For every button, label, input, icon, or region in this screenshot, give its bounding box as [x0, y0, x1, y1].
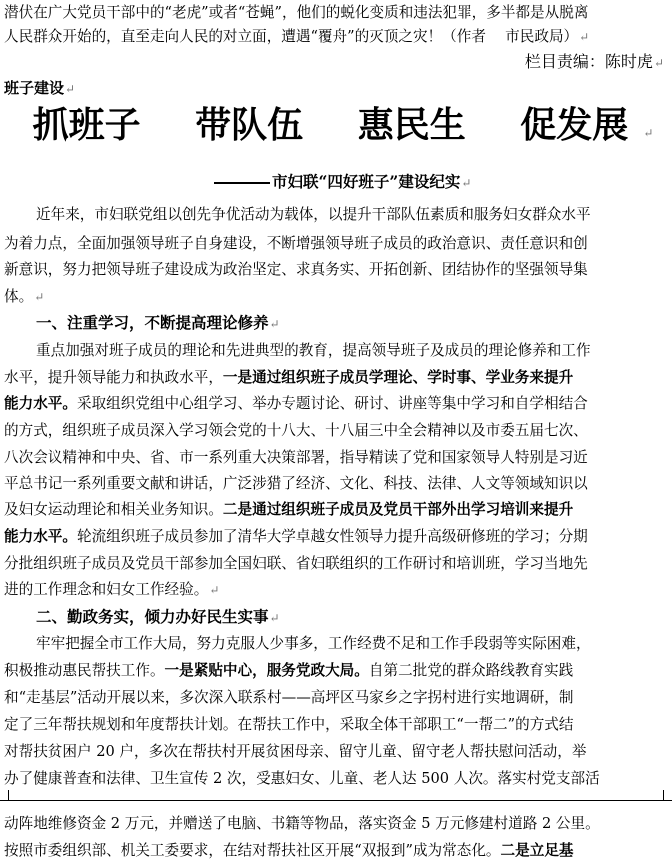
section-1-line: 水平，提升领导能力和执政水平，一是通过组织班子成员学理论、学时事、学业务来提升 — [4, 369, 574, 386]
column-editor: 栏目责编：陈时虎↵ — [524, 52, 664, 71]
section-2-line: 办了健康普查和法律、卫生宣传 2 次，受惠妇女、儿童、老人达 500 人次。落实村党支部活 — [4, 770, 600, 787]
section-2-line: 积极推动惠民帮扶工作。一是紧贴中心，服务党政大局。自第二批党的群众路线教育实践 — [4, 662, 574, 679]
section-2-line: 对帮扶贫困户 20 户，多次在帮扶村开展贫困母亲、留守儿童、留守老人帮扶慰问活动，举 — [4, 743, 587, 760]
section-2-line: 和“走基层”活动开展以来，多次深入联系村——高坪区马家乡之字拐村进行实地调研，制 — [4, 689, 574, 706]
page-corner-mark — [8, 790, 9, 800]
section-2-line: 按照市委组织部、机关工委要求，在结对帮扶社区开展“双报到”成为常态化。二是立足基 — [4, 842, 574, 859]
section-2-line: 牢牢把握全市工作大局，努力克服人少事多，工作经费不足和工作手段弱等实际困难， — [36, 635, 591, 652]
intro-line: 新意识，努力把领导班子建设成为政治坚定、求真务实、开拓创新、团结协作的坚强领导集 — [4, 261, 588, 278]
section-1-line: 进的工作理念和妇女工作经验。↵ — [4, 581, 220, 598]
section-1-line: 分批组织班子成员及党员干部参加全国妇联、省妇联组织的工作研讨和培训班，学习当地先 — [4, 555, 588, 572]
intro-line: 体。↵ — [4, 288, 45, 305]
section-1-line: 能力水平。采取组织党组中心组学习、举办专题讨论、研讨、讲座等集中学习和自学相结合 — [4, 395, 588, 412]
section-1-line: 能力水平。轮流组织班子成员参加了清华大学卓越女性领导力提升高级研修班的学习；分期 — [4, 528, 588, 545]
subheadline: 市妇联“四好班子”建设纪实↵ — [214, 172, 471, 193]
section-1-line: 及妇女运动理论和相关业务知识。二是通过组织班子成员及党员干部外出学习培训来提升 — [4, 501, 574, 518]
headline-segment: 抓班子 — [32, 104, 141, 146]
top-line-1: 潜伏在广大党员干部中的“老虎”或者“苍蝇”，他们的蜕化变质和违法犯罪，多半都是从脱离 — [4, 4, 589, 21]
top-line-2: 人民群众开始的，直至走向人民的对立面，遭遇“覆舟”的灭顶之灾！（作者 市民政局）↵ — [4, 28, 590, 45]
section-1-line: 平总书记一系列重要文献和讲话，广泛涉猎了经济、文化、科技、法律、人文等领域知识以 — [4, 475, 588, 492]
page-break — [0, 800, 672, 801]
section-1-line: 重点加强对班子成员的理论和先进典型的教育，提高领导班子及成员的理论修养和工作 — [36, 342, 591, 359]
dash-rule — [214, 182, 270, 184]
section-2-line: 动阵地维修资金 2 万元，并赠送了电脑、书籍等物品，落实资金 5 万元修建村道路 2 公里。 — [4, 815, 600, 832]
intro-line: 近年来，市妇联党组以创先争优活动为载体，以提升干部队伍素质和服务妇女群众水平 — [36, 206, 591, 223]
section-2-title: 二、勤政务实，倾力办好民生实事↵ — [36, 607, 280, 626]
headline-segment: 惠民生 — [357, 104, 466, 146]
section-1-line: 的方式，组织班子成员深入学习领会党的十八大、十八届三中全会精神以及市委五届七次、 — [4, 422, 588, 439]
section-2-line: 定了三年帮扶规划和年度帮扶计划。在帮扶工作中，采取全体干部职工“一帮二”的方式结 — [4, 716, 574, 733]
intro-line: 为着力点，全面加强领导班子自身建设，不断增强领导班子成员的政治意识、责任意识和创 — [4, 235, 588, 252]
page-corner-mark — [663, 790, 664, 800]
headline: 抓班子 带队伍 惠民生 促发展 ↵ — [32, 104, 654, 146]
column-label: 班子建设↵ — [4, 79, 76, 97]
headline-segment: 促发展 — [520, 104, 629, 146]
section-1-line: 八次会议精神和中央、省、市一系列重大决策部署，指导精读了党和国家领导人特别是习近 — [4, 449, 588, 466]
headline-segment: 带队伍 — [195, 104, 304, 146]
section-1-title: 一、注重学习，不断提高理论修养↵ — [36, 313, 280, 332]
